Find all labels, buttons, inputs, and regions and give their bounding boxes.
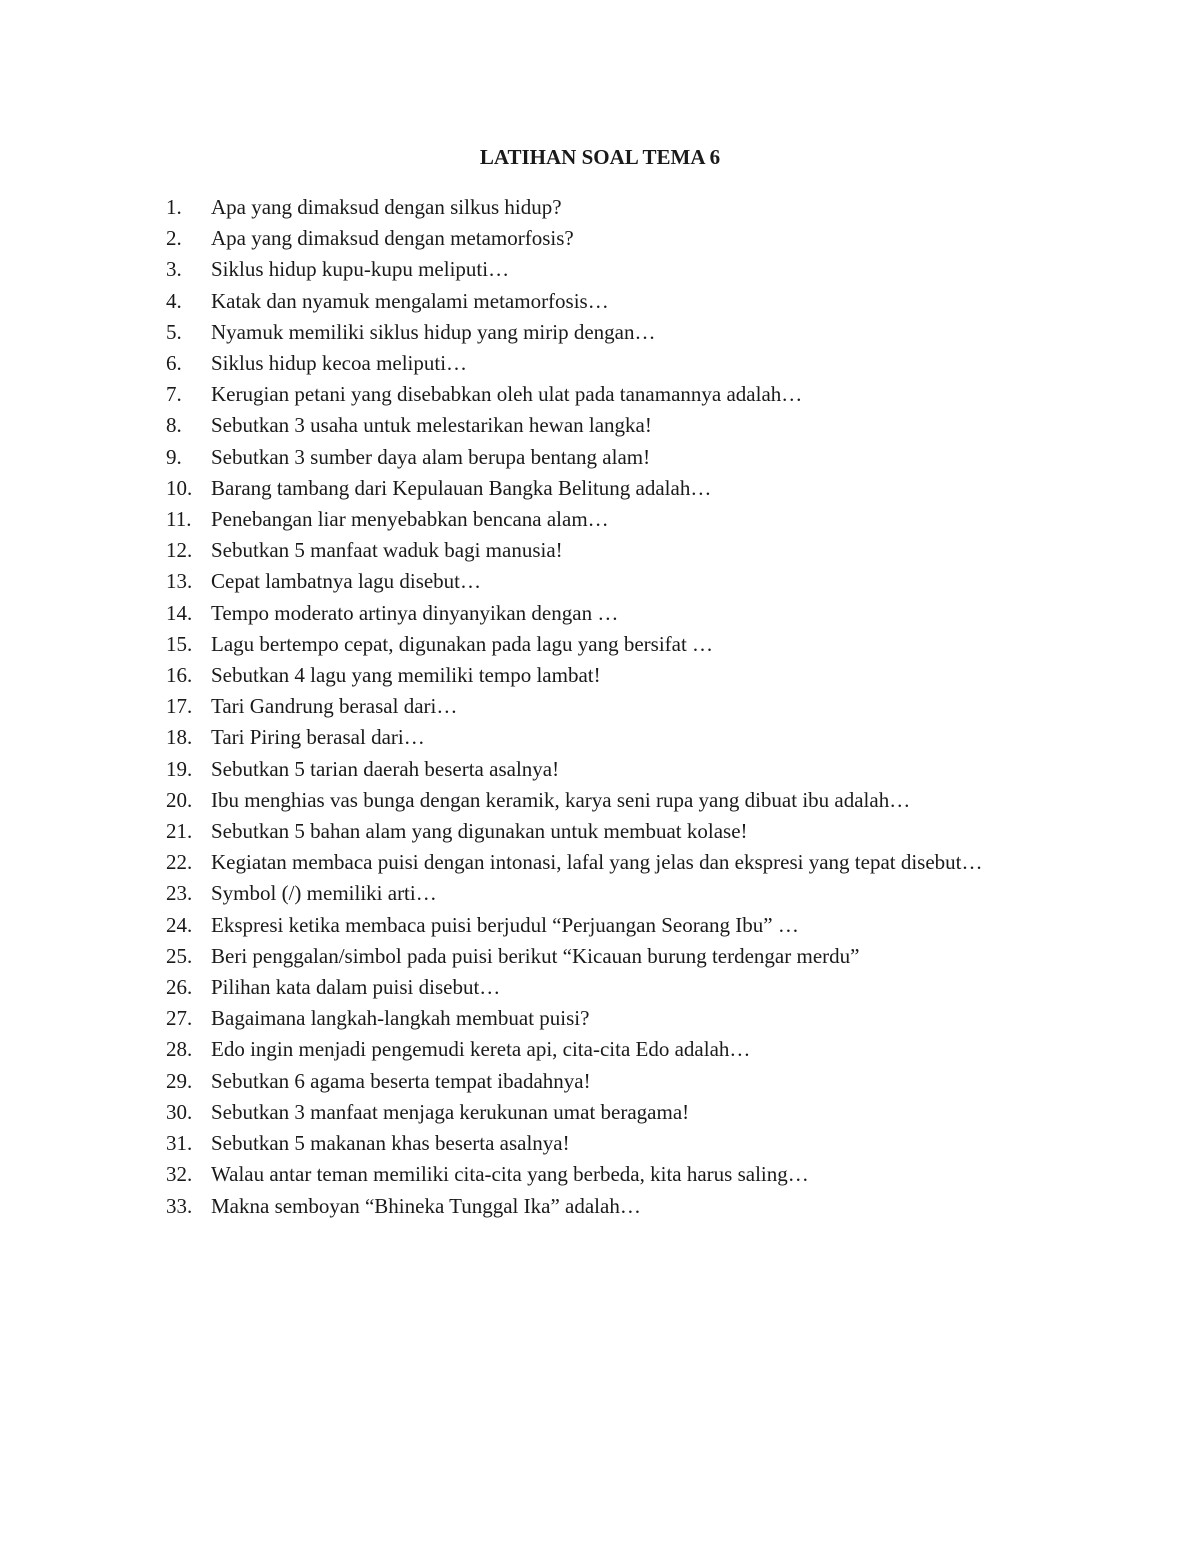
question-text: Symbol (/) memiliki arti…	[211, 881, 437, 906]
question-text: Beri penggalan/simbol pada puisi berikut “Kicauan burung terdengar merdu”	[211, 943, 860, 968]
question-number: 33.	[166, 1193, 193, 1218]
question-item	[166, 660, 1006, 691]
question-item	[166, 223, 1006, 254]
question-item	[166, 598, 1006, 629]
question-text: Barang tambang dari Kepulauan Bangka Belitung adalah…	[211, 475, 712, 500]
question-text: Pilihan kata dalam puisi disebut…	[211, 975, 501, 1000]
question-item	[166, 629, 1006, 660]
question-text: Edo ingin menjadi pengemudi kereta api, cita-cita Edo adalah…	[211, 1037, 751, 1062]
question-number: 25.	[166, 943, 193, 968]
question-text: Lagu bertempo cepat, digunakan pada lagu yang bersifat …	[211, 631, 714, 656]
question-text: Tari Gandrung berasal dari…	[211, 694, 458, 719]
question-text: Penebangan liar menyebabkan bencana alam…	[211, 507, 609, 532]
question-item	[166, 1159, 1006, 1190]
question-text: Sebutkan 3 sumber daya alam berupa bentang alam!	[211, 444, 651, 469]
question-item	[166, 348, 1006, 379]
question-item	[166, 1097, 1006, 1128]
question-text: Kegiatan membaca puisi dengan intonasi, lafal yang jelas dan ekspresi yang tepat disebut…	[211, 850, 983, 875]
question-item	[166, 691, 1006, 722]
question-item	[166, 1128, 1006, 1159]
question-item	[166, 317, 1006, 348]
question-text: Ekspresi ketika membaca puisi berjudul “Perjuangan Seorang Ibu” …	[211, 912, 799, 937]
question-number: 2.	[166, 226, 182, 251]
question-text: Sebutkan 4 lagu yang memiliki tempo lambat!	[211, 663, 601, 688]
question-item	[166, 722, 1006, 753]
question-item	[166, 785, 1006, 816]
question-text: Sebutkan 3 manfaat menjaga kerukunan umat beragama!	[211, 1099, 690, 1124]
question-item	[166, 254, 1006, 285]
question-number: 5.	[166, 319, 182, 344]
question-text: Siklus hidup kecoa meliputi…	[211, 351, 468, 376]
question-text: Ibu menghias vas bunga dengan keramik, karya seni rupa yang dibuat ibu adalah…	[211, 787, 911, 812]
question-text: Tempo moderato artinya dinyanyikan dengan …	[211, 600, 619, 625]
question-text: Siklus hidup kupu-kupu meliputi…	[211, 257, 510, 282]
question-number: 20.	[166, 787, 193, 812]
question-number: 9.	[166, 444, 182, 469]
question-number: 22.	[166, 850, 193, 875]
question-number: 1.	[166, 195, 182, 219]
question-text: Walau antar teman memiliki cita-cita yang berbeda, kita harus saling…	[211, 1162, 809, 1187]
question-number: 18.	[166, 725, 193, 750]
question-number: 7.	[166, 382, 182, 407]
question-text: Sebutkan 5 makanan khas beserta asalnya!	[211, 1131, 570, 1156]
question-number: 14.	[166, 600, 193, 625]
question-text: Apa yang dimaksud dengan silkus hidup?	[211, 195, 562, 219]
question-list	[166, 192, 1006, 1222]
question-number: 4.	[166, 288, 182, 313]
document-title: LATIHAN SOAL TEMA 6	[479, 145, 721, 169]
question-number: 26.	[166, 975, 193, 1000]
question-text: Sebutkan 6 agama beserta tempat ibadahnya!	[211, 1068, 591, 1093]
question-number: 27.	[166, 1006, 193, 1031]
question-number: 12.	[166, 538, 193, 563]
question-item	[166, 1034, 1006, 1065]
question-item	[166, 816, 1006, 847]
question-text: Sebutkan 5 manfaat waduk bagi manusia!	[211, 538, 563, 563]
question-number: 17.	[166, 694, 193, 719]
question-number: 19.	[166, 756, 193, 781]
question-text: Bagaimana langkah-langkah membuat puisi?	[211, 1006, 590, 1031]
question-item	[166, 972, 1006, 1003]
question-number: 6.	[166, 351, 182, 376]
question-text: Makna semboyan “Bhineka Tunggal Ika” adalah…	[211, 1193, 641, 1218]
question-text: Apa yang dimaksud dengan metamorfosis?	[211, 226, 574, 251]
question-text: Sebutkan 5 tarian daerah beserta asalnya!	[211, 756, 560, 781]
question-item	[166, 754, 1006, 785]
question-item	[166, 847, 1006, 878]
question-number: 32.	[166, 1162, 193, 1187]
question-text: Kerugian petani yang disebabkan oleh ulat pada tanamannya adalah…	[211, 382, 803, 407]
question-item	[166, 1066, 1006, 1097]
question-number: 16.	[166, 663, 193, 688]
question-item	[166, 1003, 1006, 1034]
question-number: 15.	[166, 631, 193, 656]
question-text: Sebutkan 3 usaha untuk melestarikan hewan langka!	[211, 413, 652, 438]
question-number: 13.	[166, 569, 193, 594]
question-number: 11.	[166, 507, 192, 532]
question-number: 23.	[166, 881, 193, 906]
question-item	[166, 410, 1006, 441]
question-number: 29.	[166, 1068, 193, 1093]
question-item	[166, 535, 1006, 566]
question-number: 10.	[166, 475, 193, 500]
question-number: 24.	[166, 912, 193, 937]
question-number: 3.	[166, 257, 182, 282]
question-number: 28.	[166, 1037, 193, 1062]
question-item	[166, 910, 1006, 941]
question-text: Cepat lambatnya lagu disebut…	[211, 569, 482, 594]
question-item	[166, 286, 1006, 317]
question-number: 21.	[166, 819, 193, 844]
question-item	[166, 941, 1006, 972]
question-number: 31.	[166, 1131, 193, 1156]
question-item	[166, 878, 1006, 909]
question-text: Tari Piring berasal dari…	[211, 725, 425, 750]
question-text: Nyamuk memiliki siklus hidup yang mirip dengan…	[211, 319, 656, 344]
question-item	[166, 1191, 1006, 1222]
question-item	[166, 379, 1006, 410]
question-number: 30.	[166, 1099, 193, 1124]
question-item	[166, 442, 1006, 473]
question-item	[166, 566, 1006, 597]
question-text: Sebutkan 5 bahan alam yang digunakan untuk membuat kolase!	[211, 819, 748, 844]
question-item	[166, 504, 1006, 535]
question-text: Katak dan nyamuk mengalami metamorfosis…	[211, 288, 609, 313]
question-item	[166, 473, 1006, 504]
question-item	[166, 192, 1006, 223]
question-number: 8.	[166, 413, 182, 438]
